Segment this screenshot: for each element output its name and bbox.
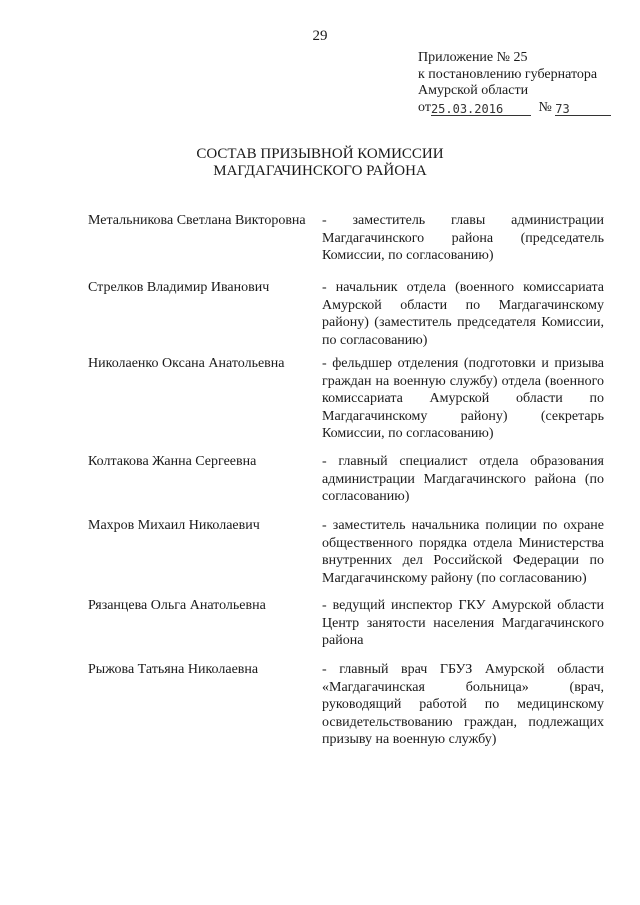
member-role: - заместитель начальника полиции по охране общественного порядка отдела Министерства внутренних дел Российской Федерации по Магдагачинскому району (по согласованию) — [322, 518, 604, 586]
member-name: Николаенко Оксана Анатольевна — [88, 356, 285, 371]
member-role: - фельдшер отделения (подготовки и призыва граждан на военную службу) отдела (военного комиссариата Амурской области по Магдагачинскому району) (секретарь Комиссии, по согласованию) — [322, 356, 604, 441]
number-value: 73 — [555, 102, 570, 116]
member-role: - заместитель главы администрации Магдагачинского района (председатель Комиссии, по согласованию) — [322, 213, 604, 263]
appendix-reference: к постановлению губернатора — [418, 66, 598, 82]
number-prefix: № — [538, 99, 552, 115]
date-value: 25.03.2016 — [430, 102, 504, 116]
member-role: - главный специалист отдела образования администрации Магдагачинского района (по согласованию) — [322, 454, 604, 504]
member-name: Метальникова Светлана Викторовна — [88, 213, 306, 228]
number-field — [555, 101, 611, 116]
appendix-date-line — [418, 100, 611, 117]
member-name: Рыжова Татьяна Николаевна — [88, 662, 259, 677]
member-role: - начальник отдела (военного комиссариата Амурской области по Магдагачинскому району) (заместитель председателя Комиссии, по согласованию) — [322, 280, 604, 348]
member-role: - ведущий инспектор ГКУ Амурской области Центр занятости населения Магдагачинского района — [322, 598, 604, 648]
appendix-title: Приложение № 25 — [418, 50, 528, 65]
document-title — [0, 146, 640, 180]
member-role: - главный врач ГБУЗ Амурской области «Магдагачинская больница» (врач, руководящий работой по медицинскому освидетельствованию граждан, подлежащих призыву на военную службу) — [322, 662, 604, 747]
appendix-block — [418, 50, 611, 116]
member-name: Стрелков Владимир Иванович — [88, 280, 270, 295]
title-line-1: СОСТАВ ПРИЗЫВНОЙ КОМИССИИ — [196, 146, 444, 162]
date-field — [431, 101, 531, 116]
date-prefix: от — [418, 99, 431, 115]
member-name: Рязанцева Ольга Анатольевна — [88, 598, 266, 613]
member-name: Колтакова Жанна Сергеевна — [88, 454, 257, 469]
appendix-region: Амурской области — [418, 83, 529, 98]
member-name: Махров Михаил Николаевич — [88, 518, 260, 533]
page-number: 29 — [312, 28, 328, 44]
title-line-2: МАГДАГАЧИНСКОГО РАЙОНА — [213, 163, 427, 179]
